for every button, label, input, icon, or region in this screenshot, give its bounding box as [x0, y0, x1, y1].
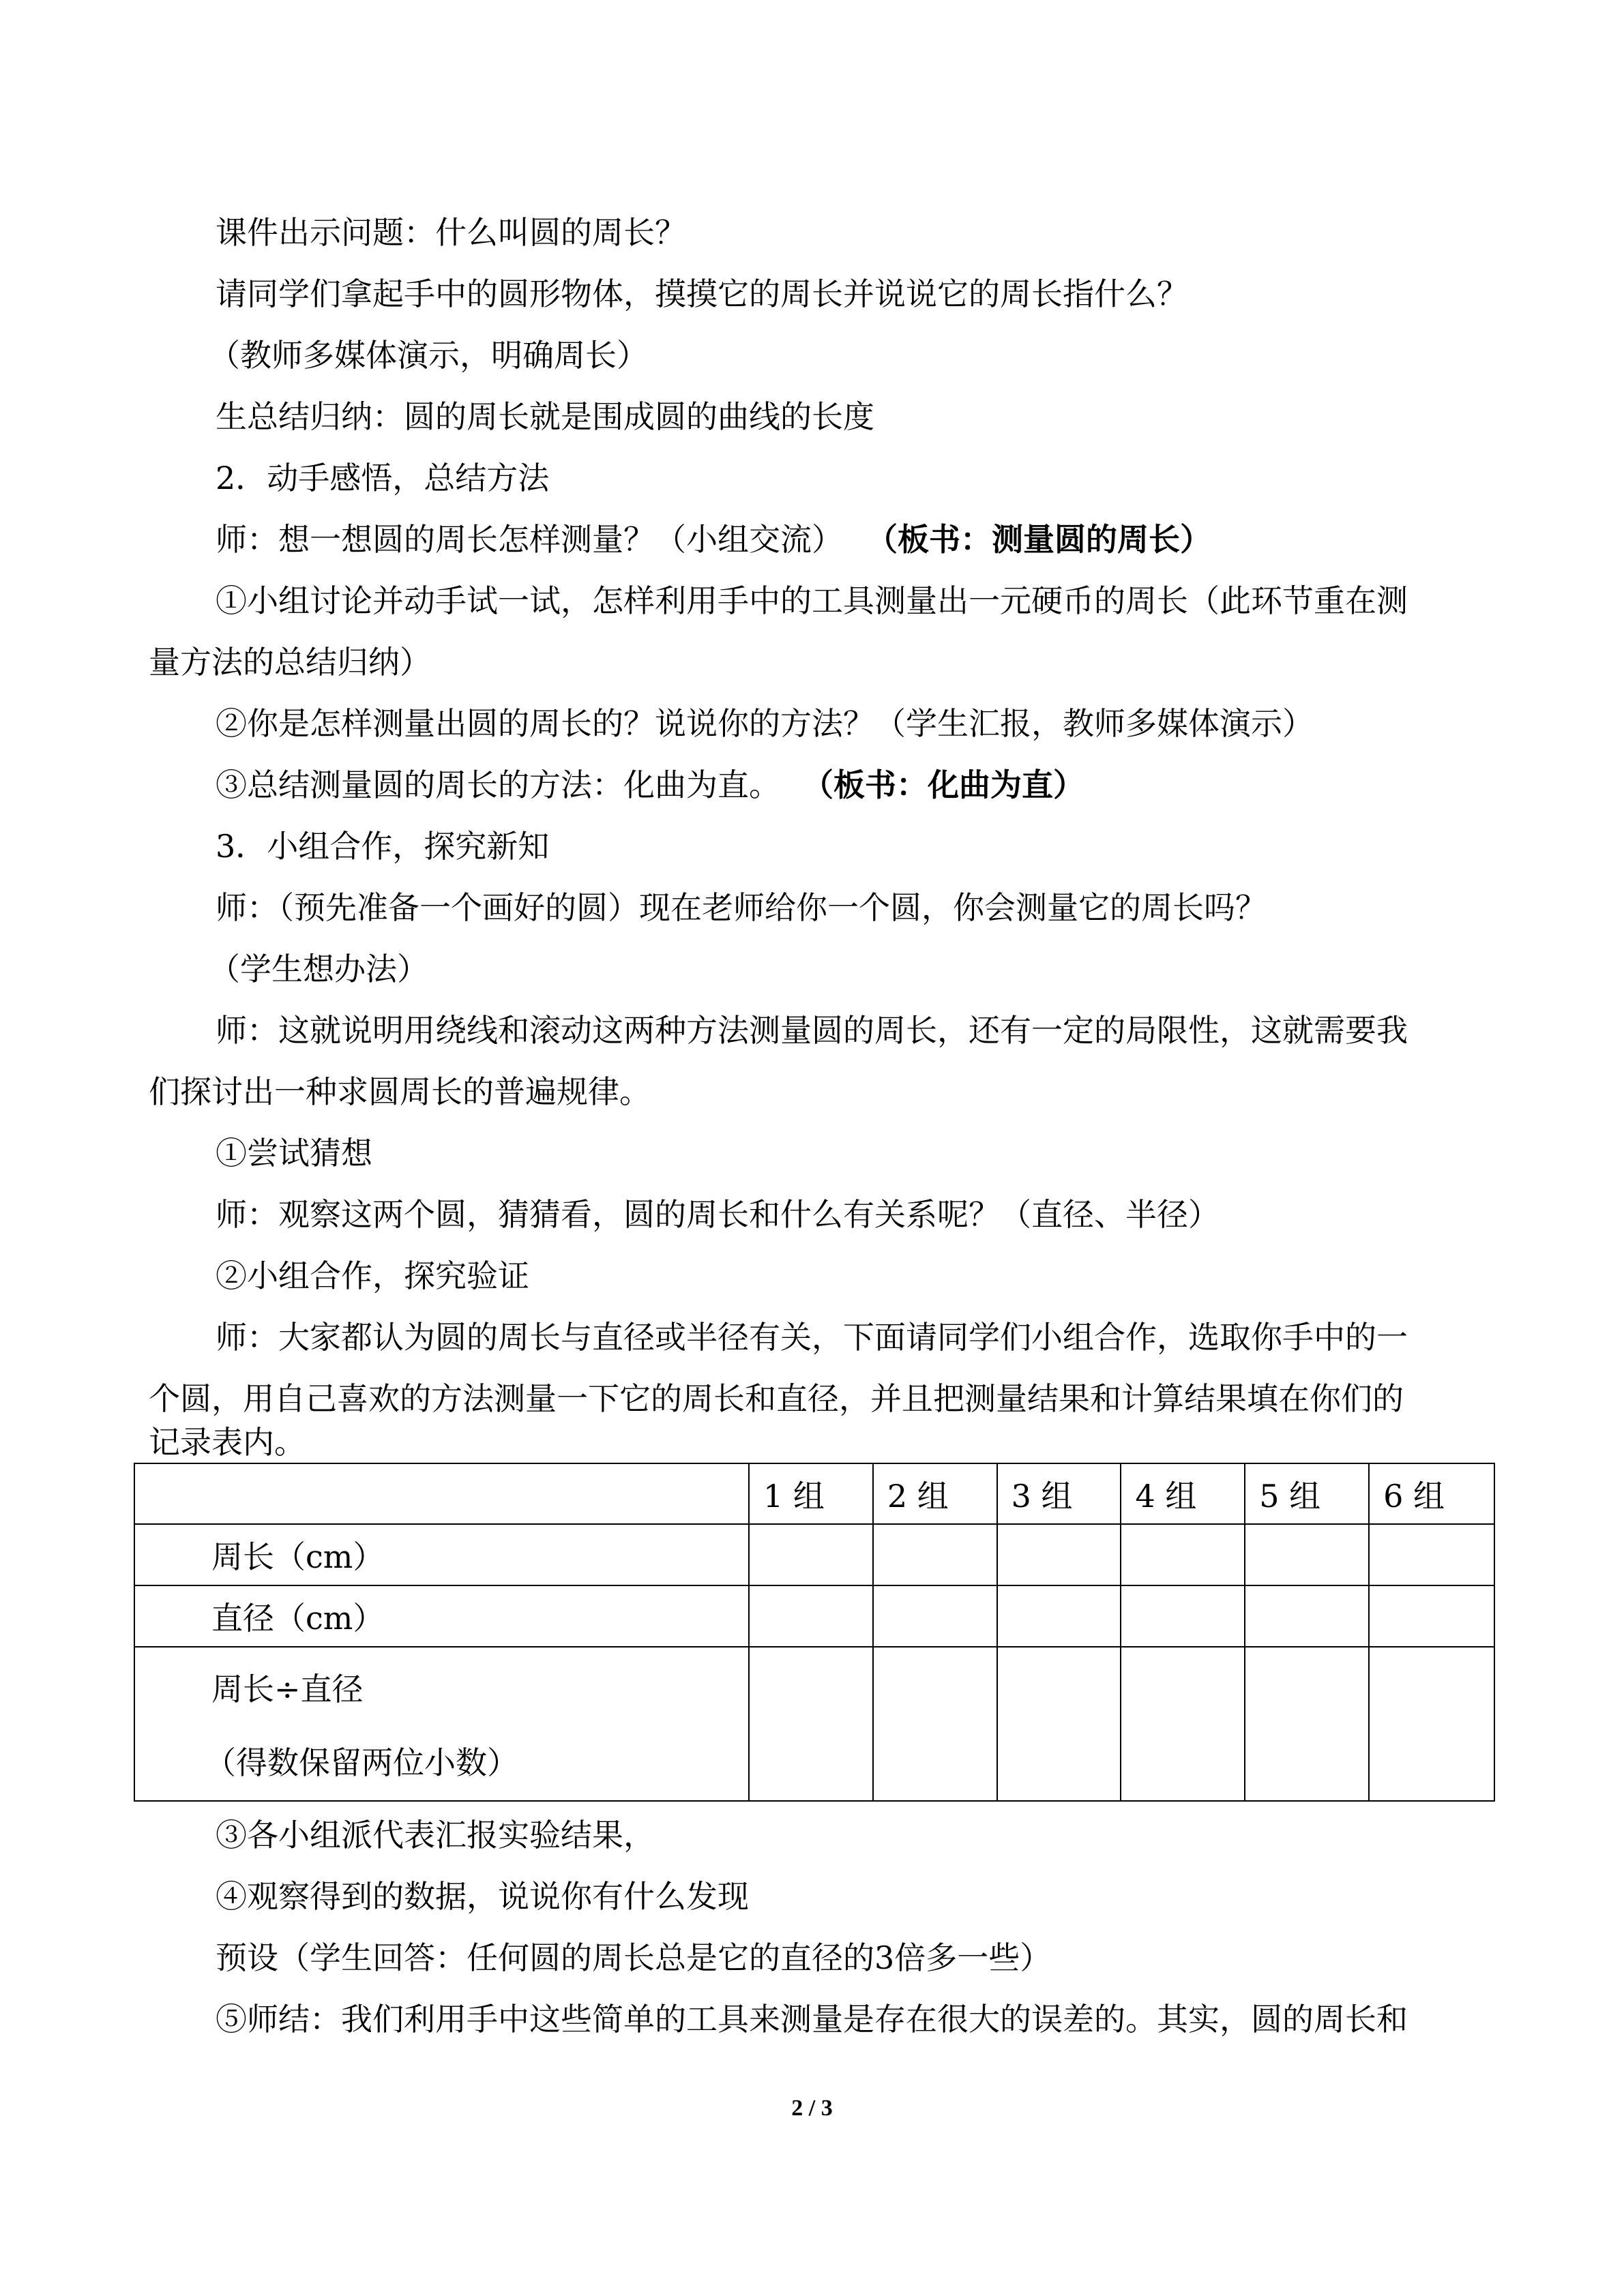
table-cell: [1121, 1647, 1245, 1801]
text-line: 师：观察这两个圆，猜猜看，圆的周长和什么有关系呢？（直径、半径）: [216, 1196, 1220, 1233]
page-number: 2 / 3: [791, 2096, 833, 2121]
text-line: （学生想办法）: [209, 951, 428, 987]
text-line: ①尝试猜想: [216, 1135, 372, 1172]
board-note: （板书：测量圆的周长）: [866, 521, 1211, 558]
text-line: ④观察得到的数据，说说你有什么发现: [216, 1878, 749, 1915]
text-line: （教师多媒体演示，明确周长）: [209, 337, 648, 374]
text-line: 们探讨出一种求圆周长的普遍规律。: [149, 1073, 651, 1110]
text-line: 记录表内。: [149, 1424, 306, 1461]
text-line: 生总结归纳：圆的周长就是围成圆的曲线的长度: [216, 398, 874, 435]
row-label-diameter: 直径（cm）: [134, 1585, 749, 1647]
text-line: 请同学们拿起手中的圆形物体，摸摸它的周长并说说它的周长指什么？: [216, 275, 1188, 312]
table-cell: [1121, 1524, 1245, 1585]
text-line: ⑤师结：我们利用手中这些简单的工具来测量是存在很大的误差的。其实，圆的周长和: [216, 2001, 1408, 2038]
ratio-label: 周长÷直径: [211, 1671, 364, 1708]
table-cell: [997, 1585, 1121, 1647]
text-line: 师：（预先准备一个画好的圆）现在老师给你一个圆，你会测量它的周长吗？: [216, 889, 1267, 926]
table-cell: [873, 1524, 997, 1585]
record-table: [134, 1463, 1495, 1802]
table-row: [134, 1647, 1494, 1801]
text-line: 量方法的总结归纳）: [149, 644, 431, 681]
table-cell: [873, 1585, 997, 1647]
table-cell: [1245, 1647, 1369, 1801]
text-line: 2．动手感悟，总结方法: [216, 460, 550, 496]
table-cell: [1245, 1585, 1369, 1647]
table-header-row: [134, 1463, 1494, 1524]
ratio-note: （得数保留两位小数）: [205, 1744, 518, 1781]
group-header: 5 组: [1245, 1463, 1369, 1524]
row-label-circumference: 周长（cm）: [134, 1524, 749, 1585]
text-line: ①小组讨论并动手试一试，怎样利用手中的工具测量出一元硬币的周长（此环节重在测: [216, 582, 1408, 619]
table-cell: [1121, 1585, 1245, 1647]
group-header: 2 组: [873, 1463, 997, 1524]
group-header: 3 组: [997, 1463, 1121, 1524]
text-line: 个圆，用自己喜欢的方法测量一下它的周长和直径，并且把测量结果和计算结果填在你们的: [149, 1380, 1404, 1417]
table-cell: [749, 1524, 873, 1585]
text-line: 师：这就说明用绕线和滚动这两种方法测量圆的周长，还有一定的局限性，这就需要我: [216, 1012, 1408, 1049]
text-line: ②你是怎样测量出圆的周长的？说说你的方法？（学生汇报，教师多媒体演示）: [216, 705, 1314, 742]
table-cell: [1245, 1524, 1369, 1585]
table-corner-cell: [134, 1463, 749, 1524]
table-cell: [749, 1647, 873, 1801]
table-cell: [1369, 1585, 1494, 1647]
table-cell: [997, 1524, 1121, 1585]
text-line: 师：想一想圆的周长怎样测量？（小组交流）: [216, 521, 843, 558]
table-row: [134, 1524, 1494, 1585]
text-line: 3．小组合作，探究新知: [216, 828, 550, 865]
group-header: 1 组: [749, 1463, 873, 1524]
table-cell: [873, 1647, 997, 1801]
text-line: ③总结测量圆的周长的方法：化曲为直。: [216, 766, 780, 803]
group-header: 6 组: [1369, 1463, 1494, 1524]
table-row: [134, 1585, 1494, 1647]
text-line: ③各小组派代表汇报实验结果，: [216, 1817, 655, 1853]
table-cell: [997, 1647, 1121, 1801]
row-label-ratio: [134, 1647, 749, 1801]
board-note: （板书：化曲为直）: [802, 766, 1084, 803]
text-line: 师：大家都认为圆的周长与直径或半径有关，下面请同学们小组合作，选取你手中的一: [216, 1319, 1408, 1356]
group-header: 4 组: [1121, 1463, 1245, 1524]
table-cell: [1369, 1647, 1494, 1801]
text-line: ②小组合作，探究验证: [216, 1257, 529, 1294]
text-line: 课件出示问题：什么叫圆的周长？: [216, 214, 686, 251]
text-line: 预设（学生回答：任何圆的周长总是它的直径的3倍多一些）: [216, 1939, 1052, 1976]
table-cell: [749, 1585, 873, 1647]
table-cell: [1369, 1524, 1494, 1585]
